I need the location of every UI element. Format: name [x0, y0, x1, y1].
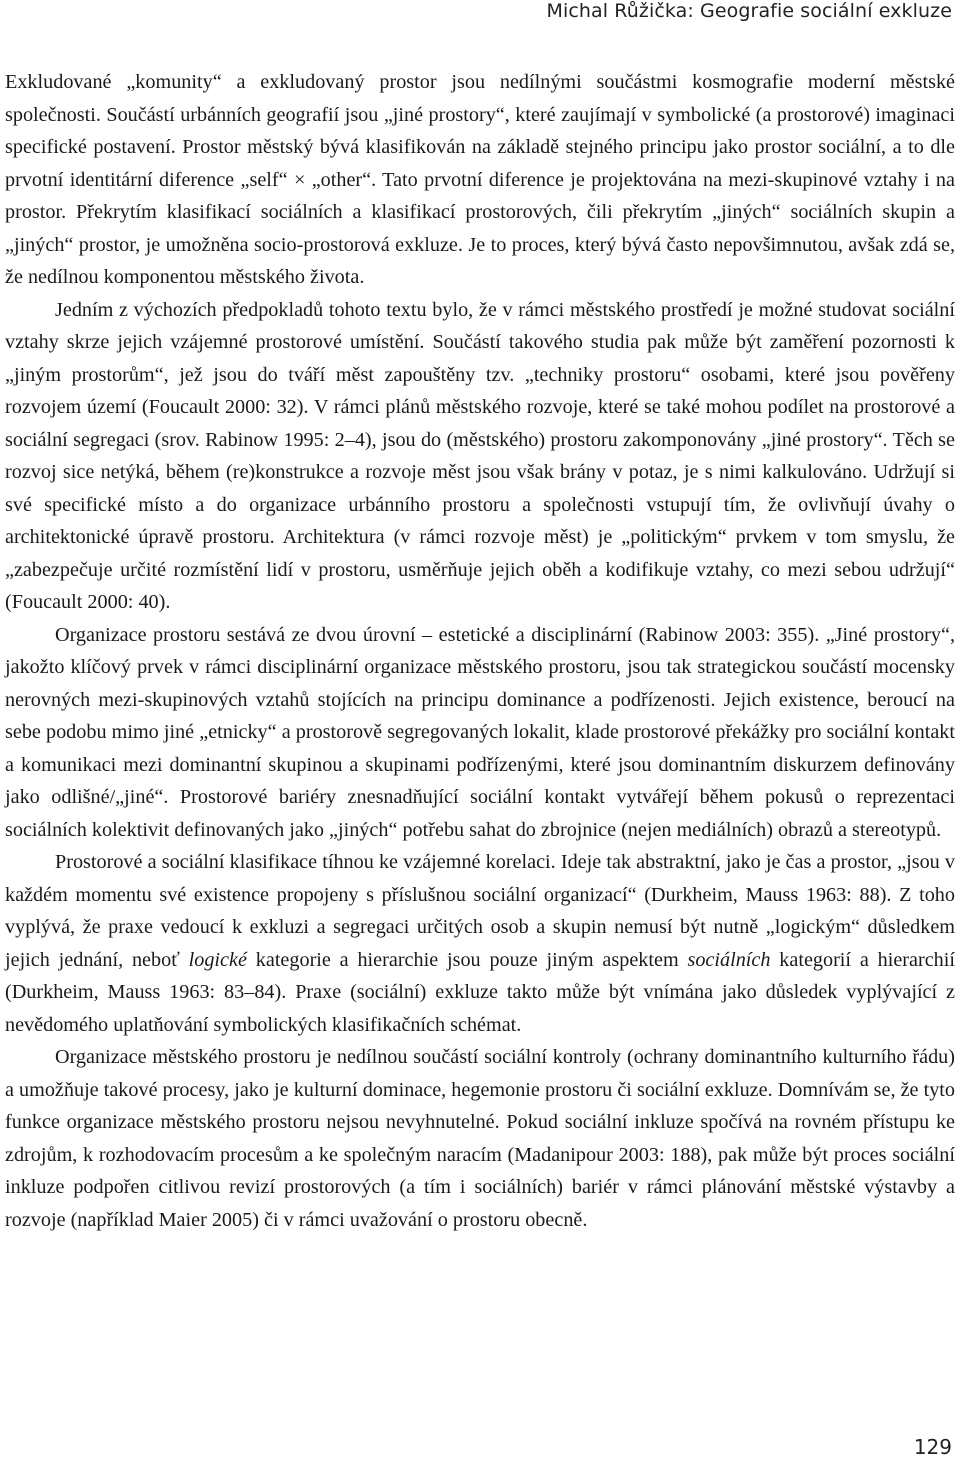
- running-header: Michal Růžička: Geografie sociální exkluze: [546, 0, 952, 22]
- text-run: Exkludované „komunity“ a exkludovaný prostor jsou nedílnými součástmi kosmografie moderní městské společnosti. Součástí urbánních geografií jsou „jiné prostory“, které zaujímají v symbolické (a prostorové) imaginaci specifické postavení. Prostor městský bývá klasifikován na základě stejného principu jako prostor sociální, a to dle prvotní identitární diference „self“ × „other“. Tato prvotní diference je projektována na mezi-skupinové vztahy i na prostor. Překrytím klasifikací sociálních a klasifikací prostorových, čili překrytím „jiných“ sociálních skupin a „jiných“ prostor, je umožněna socio-prostorová exkluze. Je to proces, který bývá často nepovšimnutou, avšak zdá se, že nedílnou komponentou městského života.: [5, 71, 955, 288]
- page-number: 129: [913, 1435, 952, 1459]
- text-run: Organizace prostoru sestává ze dvou úrovní – estetické a disciplinární (Rabinow 2003: 355). „Jiné prostory“, jakožto klíčový prvek v rámci disciplinární organizace městského prostoru, jsou tak strategickou součástí mocensky nerovných mezi-skupinových vztahů stojících na principu dominance a podřízenosti. Jejich existence, beroucí na sebe podobu mimo jiné „etnicky“ a prostorově segregovaných lokalit, klade prostorové překážky pro sociální kontakt a komunikaci mezi dominantní skupinou a skupinami podřízenými, které jsou dominantním diskurzem definovány jako odlišné/„jiné“. Prostorové bariéry znesnadňující sociální kontakt vytvářejí během pokusů o reprezentaci sociálních kolektivit definovaných jako „jiných“ potřebu sahat do zbrojnice (nejen mediálních) obrazů a stereotypů.: [5, 623, 955, 841]
- text-run: Organizace městského prostoru je nedílnou součástí sociální kontroly (ochrany dominantního kulturního řádu) a umožňuje takové procesy, jako je kulturní dominace, hegemonie prostoru či sociální exkluze. Domnívám se, že tyto funkce organizace městského prostoru nejsou nevyhnutelné. Pokud sociální inkluze spočívá na rovném přístupu ke zdrojům, k rozhodovacím procesům a ke společným naracím (Madanipour 2003: 188), pak může být proces sociální inkluze podpořen citlivou revizí prostorových (a tím i sociálních) bariér v rámci plánování městské výstavby a rozvoje (například Maier 2005) či v rámci uvažování o prostoru obecně.: [5, 1046, 955, 1231]
- paragraph: [5, 619, 955, 847]
- italic-term: logické: [188, 948, 247, 971]
- text-run: Jedním z výchozích předpokladů tohoto textu bylo, že v rámci městského prostředí je možné studovat sociální vztahy skrze jejich vzájemné prostorové umístění. Součástí takového studia pak může být zaměření pozornosti k „jiným prostorům“, jež jsou do tváří měst zapouštěny tzv. „techniky prostoru“ osobami, které jsou pověřeny rozvojem území (Foucault 2000: 32). V rámci plánů městského rozvoje, které se také mohou podílet na prostorové a sociální segregaci (srov. Rabinow 1995: 2–4), jsou do (městského) prostoru zakomponovány „jiné prostory“. Těch se rozvoj sice netýká, během (re)konstrukce a rozvoje měst jsou však brány v potaz, je s nimi kalkulováno. Udržují si své specifické místo a do organizace urbánního prostoru a společnosti vstupují tím, že ovlivňují úvahy o architektonické úpravě prostoru. Architektura (v rámci rozvoje měst) je „politickým“ prvkem v tom smyslu, že „zabezpečuje určité rozmístění lidí v prostoru, usměrňuje jejich oběh a kodifikuje vztahy, co mezi sebou udržují“ (Foucault 2000: 40).: [5, 298, 955, 613]
- text-run: kategorií a hierarchií (Durkheim, Mauss 1963: 83–84). Praxe (sociální) exkluze takto může být vnímána jako důsledek vyplývající z nevědomého uplatňování symbolických klasifikačních schémat.: [5, 948, 955, 1036]
- paragraph: [5, 294, 955, 619]
- paragraph: [5, 846, 955, 1041]
- body-text: [5, 66, 955, 1236]
- text-run: Prostorové a sociální klasifikace tíhnou ke vzájemné korelaci. Ideje tak abstraktní, jako je čas a prostor, „jsou v každém momentu své existence propojeny s příslušnou sociální organizací“ (Durkheim, Mauss 1963: 88). Z toho vyplývá, že praxe vedoucí k exkluzi a segregaci určitých osob a skupin nemusí být nutně „logickým“ důsledkem jejich jednání, neboť: [5, 851, 955, 971]
- paragraph: [5, 1041, 955, 1236]
- italic-term: sociálních: [687, 948, 771, 971]
- paragraph: [5, 66, 955, 294]
- text-run: kategorie a hierarchie jsou pouze jiným aspektem: [246, 948, 688, 971]
